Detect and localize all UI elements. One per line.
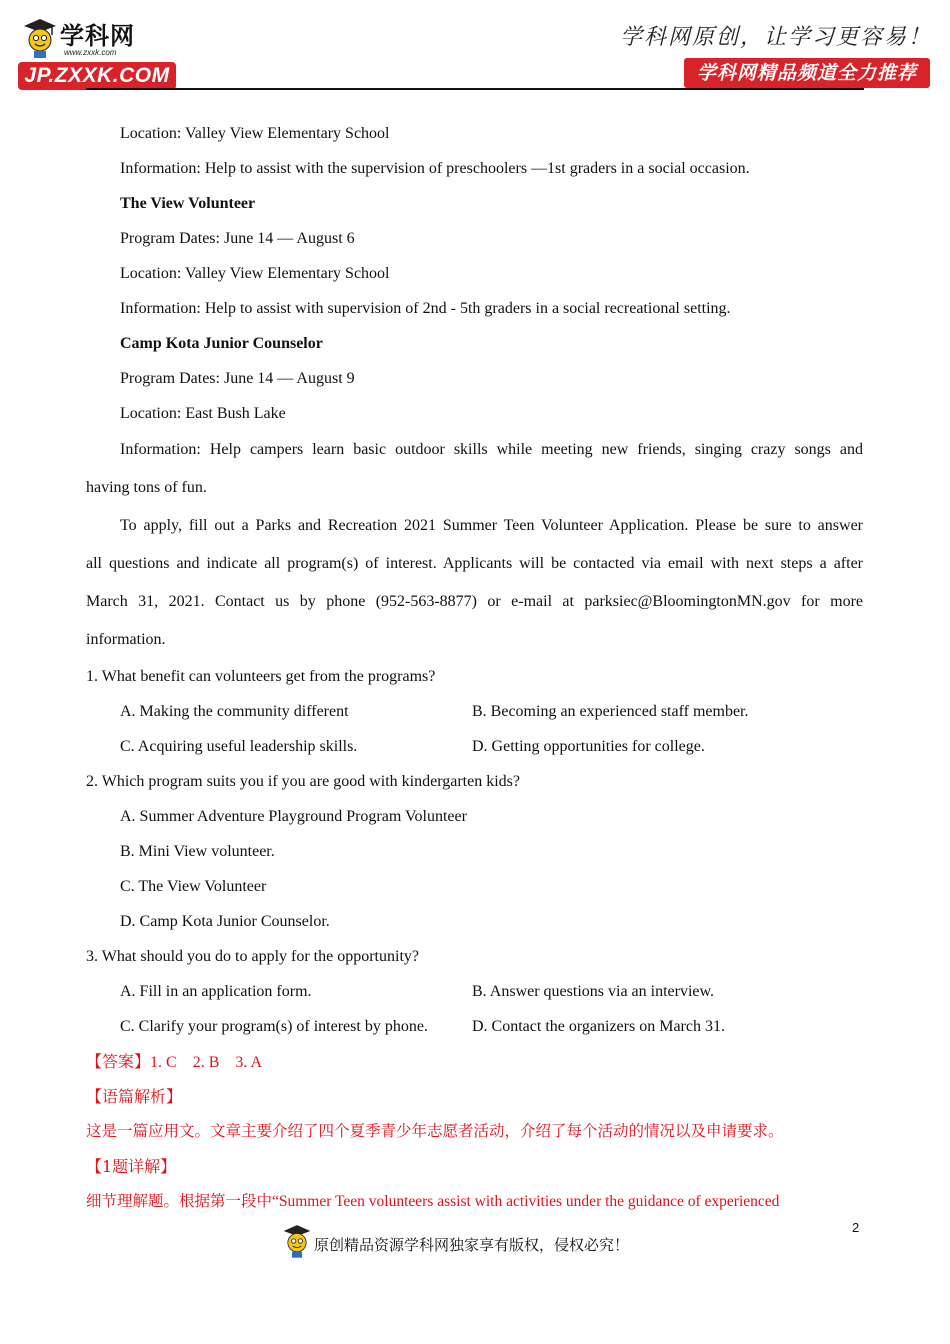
passage-line: having tons of fun. — [86, 479, 207, 496]
answer-label: 【答案】 — [86, 1052, 151, 1071]
option-b: B. Answer questions via an interview. — [472, 983, 715, 1000]
option-b: B. Mini View volunteer. — [120, 843, 275, 860]
answer-values: 1. C 2. B 3. A — [150, 1054, 263, 1071]
header-divider — [86, 88, 864, 90]
passage-line: To apply, fill out a Parks and Recreation 2021 Summer Teen Volunteer Application. Please be sure to answer — [120, 517, 863, 534]
option-c: C. Clarify your program(s) of interest by phone. — [120, 1018, 428, 1035]
detail-label: 【1题详解】 — [86, 1157, 177, 1176]
option-d: D. Getting opportunities for college. — [472, 738, 705, 755]
analysis-label: 【语篇解析】 — [86, 1087, 183, 1106]
detail-text: 细节理解题。根据第一段中“Summer Teen volunteers assist with activities under the guidance of experienced — [86, 1193, 780, 1210]
copyright-notice: 原创精品资源学科网独家享有版权，侵权必究！ — [314, 1236, 630, 1254]
analysis-text: 这是一篇应用文。文章主要介绍了四个夏季青少年志愿者活动，介绍了每个活动的情况以及申请要求。 — [86, 1122, 784, 1140]
passage-line: Information: Help campers learn basic outdoor skills while meeting new friends, singing crazy songs and — [120, 441, 863, 458]
page-footer — [282, 1222, 682, 1262]
question-stem: 1. What benefit can volunteers get from the programs? — [86, 668, 436, 685]
mascot-icon — [22, 16, 58, 60]
logo-url: www.zxxk.com — [64, 48, 117, 57]
question-stem: 2. Which program suits you if you are good with kindergarten kids? — [86, 773, 520, 790]
option-c: C. Acquiring useful leadership skills. — [120, 738, 358, 755]
option-b: B. Becoming an experienced staff member. — [472, 703, 749, 720]
slogan: 学科网原创，让学习更容易！ — [619, 25, 932, 50]
passage-line: Location: East Bush Lake — [120, 405, 286, 422]
passage-line: Information: Help to assist with supervision of 2nd - 5th graders in a social recreational setting. — [120, 300, 731, 317]
recommend-banner: 学科网精品频道全力推荐 — [684, 58, 930, 88]
option-row — [86, 974, 863, 1009]
option-a: A. Making the community different — [120, 703, 349, 720]
option-c: C. The View Volunteer — [120, 878, 267, 895]
page-number: 2 — [852, 1220, 860, 1235]
option-d: D. Contact the organizers on March 31. — [472, 1018, 725, 1035]
passage-line: Location: Valley View Elementary School — [120, 265, 390, 282]
document-body — [86, 116, 863, 1219]
passage-line: Location: Valley View Elementary School — [120, 125, 390, 142]
program-title: The View Volunteer — [120, 195, 256, 212]
passage-line: all questions and indicate all program(s) of interest. Applicants will be contacted via email with next steps a after — [86, 555, 863, 572]
page-header — [0, 0, 950, 100]
passage-line: March 31, 2021. Contact us by phone (952-563-8877) or e-mail at parksiec@BloomingtonMN.gov for more — [86, 593, 863, 610]
option-row — [86, 1009, 863, 1044]
option-a: A. Fill in an application form. — [120, 983, 312, 1000]
program-title: Camp Kota Junior Counselor — [120, 335, 323, 352]
question-stem: 3. What should you do to apply for the opportunity? — [86, 948, 419, 965]
passage-line: information. — [86, 631, 166, 648]
mascot-icon — [282, 1222, 312, 1260]
zxxk-logo[interactable] — [18, 14, 188, 94]
passage-line: Information: Help to assist with the supervision of preschoolers —1st graders in a social occasion. — [120, 160, 750, 177]
passage-line: Program Dates: June 14 — August 6 — [120, 230, 355, 247]
option-row — [86, 694, 863, 729]
option-a: A. Summer Adventure Playground Program Volunteer — [120, 808, 467, 825]
option-row — [86, 729, 863, 764]
answer-line — [86, 1044, 863, 1079]
logo-domain-bar: JP.ZXXK.COM — [18, 62, 176, 90]
passage-line: Program Dates: June 14 — August 9 — [120, 370, 355, 387]
logo-text: 学科网 — [60, 22, 135, 50]
option-d: D. Camp Kota Junior Counselor. — [120, 913, 330, 930]
